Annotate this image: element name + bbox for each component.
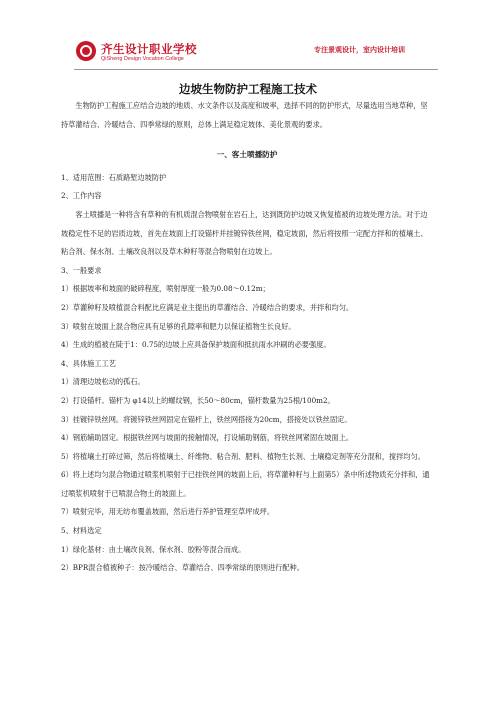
body-line: 1、适用范围：石质路堑边坡防护 — [61, 172, 167, 182]
school-name-en: QiSheng Design Vocation College — [101, 56, 184, 62]
body-line: 4、具体施工工艺 — [61, 358, 116, 368]
body-line: 1）根据坡率和坡面的破碎程度，喷射厚度一般为0.08～0.12m； — [61, 284, 270, 294]
intro-paragraph: 生物防护工程施工应结合边坡的地质、水文条件以及高度和坡率，选择不同的防护形式，尽量选用当地草种，坚持草灌结合、冷暖结合、四季常绿的原则，总体上满足稳定坡体、美化景观的要求。 — [61, 101, 428, 129]
body-line: 2）草灌种籽及喷植混合料配比应满足业主提出的草灌结合、冷暖结合的要求，并拌和均匀。 — [61, 302, 354, 312]
document-title: 边坡生物防护工程施工技术 — [179, 82, 317, 96]
body-line: 3）喷射在坡面上混合物应具有足够的孔隙率和肥力以保证植物生长良好。 — [61, 321, 296, 331]
school-name: 齐生设计职业学校 — [101, 42, 197, 56]
section-heading: 一、客土喷播防护 — [216, 150, 278, 160]
header-slogan: 专注景观设计，室内设计培训 — [314, 46, 405, 54]
body-line: 2）打设锚杆。锚杆为 φ14以上的螺纹钢，长50～80cm，锚杆数量为25根/100m2。 — [61, 395, 335, 405]
page-header — [0, 0, 496, 70]
body-line: 3、一般要求 — [61, 265, 102, 275]
body-line: 5、材料选定 — [61, 526, 102, 536]
body-line: 2、工作内容 — [61, 191, 102, 201]
body-line: 6）将上述均匀混合物通过喷浆机喷射于已挂铁丝网的坡面上后，将草灌种籽与上面第5）条中所述物质充分拌和，通过喷浆机喷射于已喷混合物土的坡面上。 — [61, 470, 430, 498]
school-logo-icon — [76, 41, 96, 61]
document-body — [61, 97, 433, 578]
body-line: 1）清理边坡松动的孤石。 — [61, 377, 145, 387]
body-line: 3）挂镀锌铁丝网。将镀锌铁丝网固定在锚杆上，铁丝网搭接为20cm，搭接处以铁丝固定。 — [61, 414, 352, 424]
body-line: 2）BPR混合植被种子：按冷暖结合、草灌结合、四季常绿的原则进行配种。 — [61, 563, 304, 573]
body-line: 5）将植壤土打碎过筛，然后将植壤土、纤维物、粘合剂、肥料、植物生长剂、土壤稳定剂等充分混和，搅拌均匀。 — [61, 451, 425, 461]
body-line: 1）绿化基材：由土壤改良剂、保水剂、胶粉等混合而成。 — [61, 544, 246, 554]
body-line: 4）钢筋辅助固定。根据铁丝网与坡面的接触情况，打设辅助钢筋，将铁丝网紧固在坡面上。 — [61, 433, 354, 443]
body-paragraph: 客土喷播是一种将含有草种的有机质混合物喷射在岩石上，达到既防护边坡又恢复植被的边坡处理方法。对于边坡稳定性不足的岩质边坡，首先在坡面上打设锚杆并挂镀锌铁丝网，稳定坡面，然后将按照一定配方拌和的植壤土、粘合剂、保水剂、土壤改良剂以及草木种籽等混合物喷射在边坡上。 — [61, 209, 428, 257]
body-line: 7）喷射完毕，用无纺布覆盖坡面，然后进行养护管理至草坪成坪。 — [61, 507, 275, 517]
body-line: 4）生成的植被在陡于1：0.75的边坡上应具备保护坡面和抵抗雨水冲刷的必要强度。 — [61, 340, 331, 350]
header-divider — [74, 69, 438, 70]
